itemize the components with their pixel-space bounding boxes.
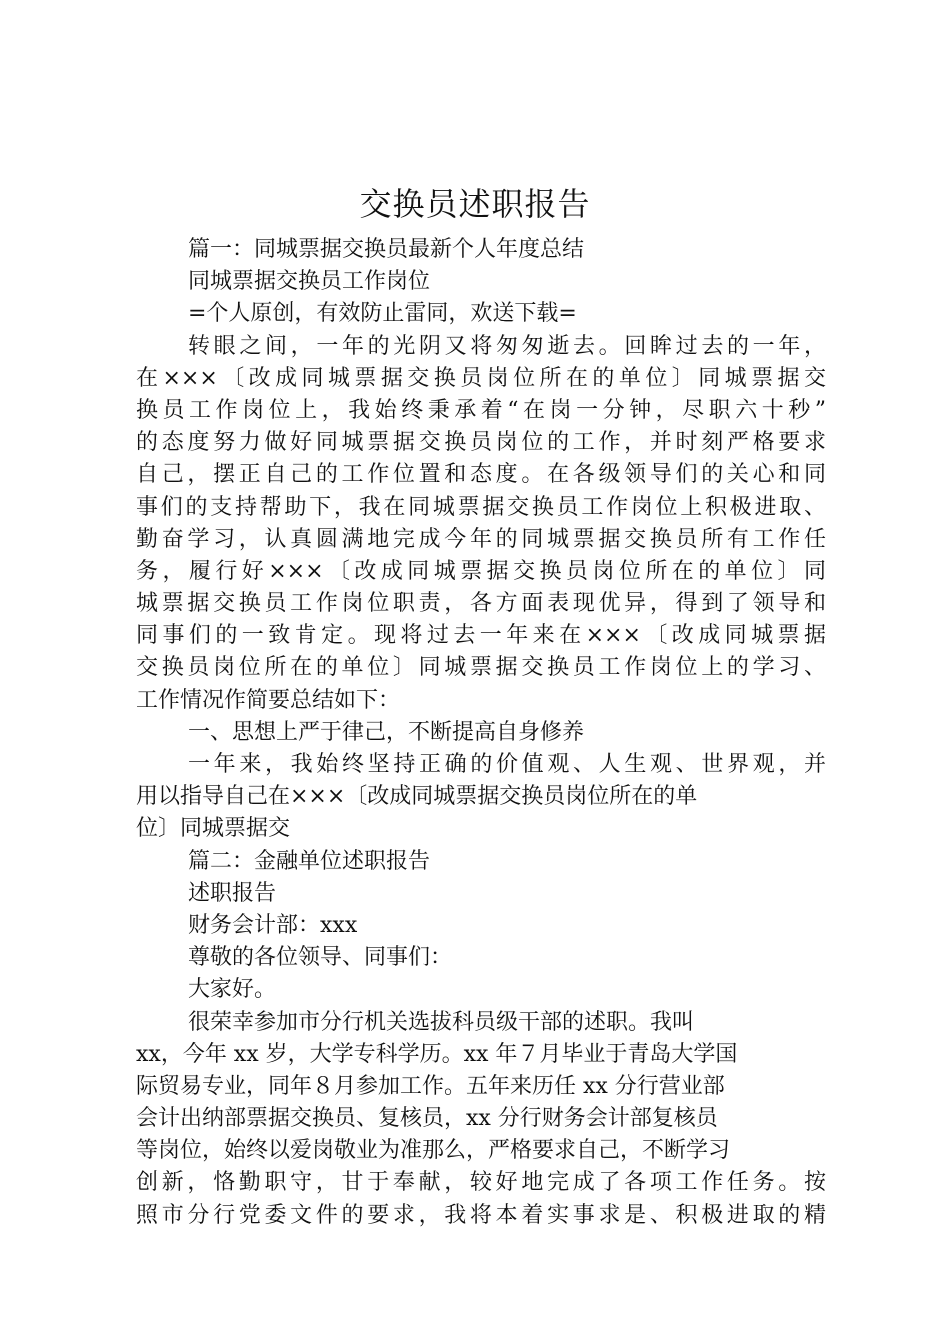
paragraph-line: 事们的支持帮助下，我在同城票据交换员工作岗位上积极进取、 (136, 494, 826, 520)
paragraph-line: 一年来，我始终坚持正确的价值观、人生观、世界观，并 (188, 752, 826, 777)
paragraph-line: 务，履行好×××〔改成同城票据交换员岗位所在的单位〕同 (136, 558, 826, 584)
paragraph-line: 同事们的一致肯定。现将过去一年来在×××〔改成同城票据 (136, 623, 826, 649)
paragraph-line: 位〕同城票据交 (136, 816, 291, 842)
paragraph-line: 用以指导自己在×××〔改成同城票据交换员岗位所在的单 (136, 784, 698, 810)
paragraph-line: 换员工作岗位上，我始终秉承着“在岗一分钟，尽职六十秒” (136, 397, 826, 423)
paragraph-line: 自己，摆正自己的工作位置和态度。在各级领导们的关心和同 (136, 462, 826, 488)
section-heading: 篇一：同城票据交换员最新个人年度总结 (188, 237, 585, 262)
subsection-heading: 一、思想上严于律己，不断提高自身修养 (188, 719, 585, 745)
document-body (136, 234, 826, 1232)
paragraph-line: =个人原创，有效防止雷同，欢送下载= (188, 301, 577, 327)
paragraph-line: 同城票据交换员工作岗位 (188, 269, 431, 295)
paragraph-line: 财务会计部：xxx (188, 912, 358, 938)
paragraph-line: 勤奋学习，认真圆满地完成今年的同城票据交换员所有工作任 (136, 526, 826, 552)
paragraph-line: 交换员岗位所在的单位〕同城票据交换员工作岗位上的学习、 (136, 655, 826, 681)
paragraph-line: 述职报告 (188, 880, 277, 906)
paragraph-line: 大家好。 (188, 977, 277, 1003)
paragraph-line: 城票据交换员工作岗位职责，各方面表现优异，得到了领导和 (136, 591, 826, 617)
paragraph-line: 转眼之间，一年的光阴又将匆匆逝去。回眸过去的一年， (188, 333, 826, 359)
paragraph-line: 等岗位，始终以爱岗敬业为准那么，严格要求自己，不断学习 (136, 1138, 731, 1164)
paragraph-line: 会计出纳部票据交换员、复核员，xx 分行财务会计部复核员 (136, 1106, 718, 1132)
paragraph-line: 在×××〔改成同城票据交换员岗位所在的单位〕同城票据交 (136, 365, 826, 391)
paragraph-line: 尊敬的各位领导、同事们： (188, 945, 453, 971)
paragraph-line: xx，今年 xx 岁，大学专科学历。xx 年７月毕业于青岛大学国 (136, 1041, 738, 1067)
paragraph-line: 照市分行党委文件的要求，我将本着实事求是、积极进取的精 (136, 1202, 826, 1228)
paragraph-line: 很荣幸参加市分行机关选拔科员级干部的述职。我叫 (188, 1009, 695, 1035)
paragraph-line: 创新，恪勤职守，甘于奉献，较好地完成了各项工作任务。按 (136, 1170, 826, 1196)
paragraph-line: 际贸易专业，同年８月参加工作。五年来历任 xx 分行营业部 (136, 1073, 725, 1099)
document-title: 交换员述职报告 (359, 185, 591, 223)
section-heading: 篇二：金融单位述职报告 (188, 848, 431, 874)
paragraph-line: 工作情况作简要总结如下： (136, 687, 401, 713)
paragraph-line: 的态度努力做好同城票据交换员岗位的工作，并时刻严格要求 (136, 430, 826, 456)
